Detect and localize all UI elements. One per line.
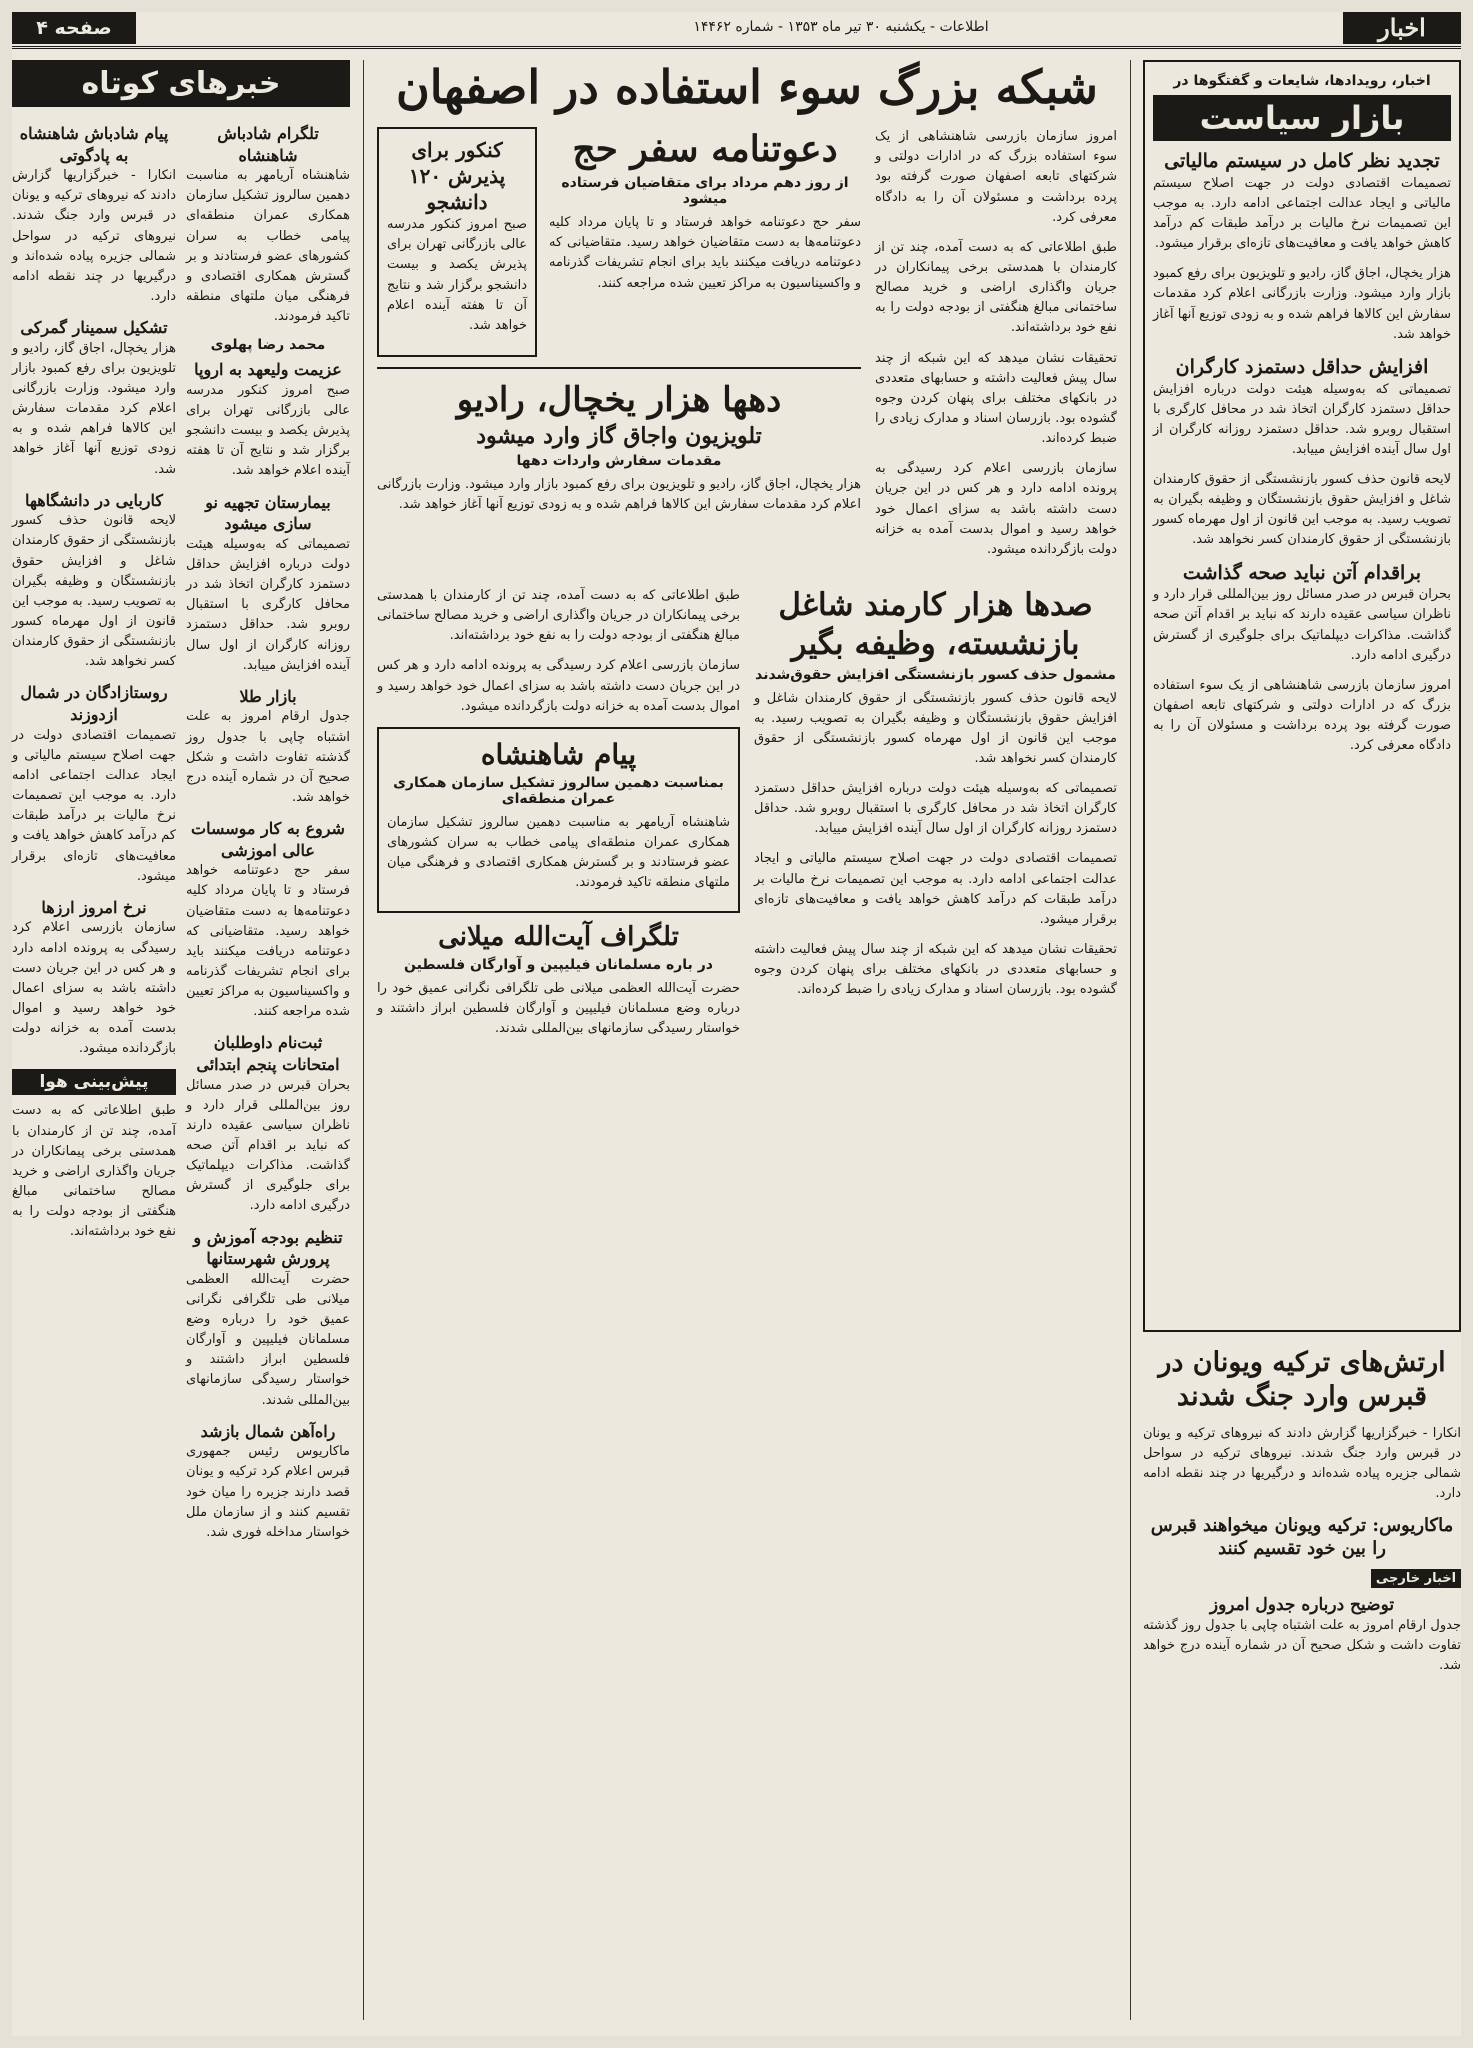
lower-stories	[377, 586, 1117, 1049]
shah-message-box	[377, 727, 740, 914]
weather-banner: پیش‌بینی هوا	[12, 1069, 176, 1095]
continued-body-1: طبق اطلاعاتی که به دست آمده، چند تن از کارمندان با همدستی برخی پیمانکاران در جریان واگذاری اراضی و خرید مصالح ساختمانی مبالغ هنگفتی از بودجه دولت را به نفع خود برداشته‌اند.	[377, 588, 740, 644]
market-title: بازار سیاست	[1153, 95, 1451, 141]
short-news-item: عزیمت ولیعهد به اروپا	[194, 360, 342, 380]
shah-message-body: شاهنشاه آریامهر به مناسبت دهمین سالروز تشکیل سازمان همکاری عمران منطقه‌ای پیامی خطاب به سران کشورهای عضو فرستادند و بر گسترش همکاری اقتصادی و فرهنگی میان ملتهای منطقه تاکید فرمودند.	[387, 814, 730, 891]
column-rule	[1130, 60, 1131, 2020]
main-body-4: سازمان بازرسی اعلام کرد رسیدگی به پرونده ادامه دارد و هر کس در این جریان دست داشته باشد به سزای اعمال خود خواهد رسید و اموال بدست آمده به خزانه دولت بازگردانده میشود.	[875, 461, 1117, 557]
masthead	[12, 12, 1461, 49]
tax-body: تصمیمات اقتصادی دولت در جهت اصلاح سیستم مالیاتی و ایجاد عدالت اجتماعی ادامه دارد. به موجب این تصمیمات نرخ مالیات بر درآمد طبقات کم درآمد کاهش خواهد یافت و معافیت‌های تازه‌ای برقرار میشود.	[1153, 175, 1451, 252]
tax-headline: تجدید نظر کامل در سیستم مالیاتی	[1164, 150, 1440, 172]
telegram-headline: تلگراف آیت‌الله میلانی	[438, 922, 679, 953]
shah-message-subheadline: بمناسبت دهمین سالروز تشکیل سازمان همکاری عمران منطقه‌ای	[393, 774, 724, 807]
wage-headline: افزایش حداقل دستمزد کارگران	[1175, 355, 1429, 378]
main-story-columns	[377, 127, 1117, 570]
short-news-item: نرخ امروز ارزها	[41, 897, 147, 917]
short-news-body: حضرت آیت‌الله العظمی میلانی طی تلگرافی نگرانی عمیق خود را درباره وضع مسلمانان فیلیپین و آوارگان فلسطین ابراز داشتند و خواستار رسیدگی سازمانهای بین‌المللی شدند.	[186, 1271, 350, 1408]
short-news-column	[12, 60, 350, 1553]
column-rule	[363, 60, 364, 2020]
retire-body-3: تصمیمات اقتصادی دولت در جهت اصلاح سیستم مالیاتی و ایجاد عدالت اجتماعی ادامه دارد. به موجب این تصمیمات نرخ مالیات بر درآمد طبقات کم درآمد کاهش خواهد یافت و معافیت‌های تازه‌ای برقرار میشود.	[754, 851, 1117, 927]
newspaper-page	[12, 12, 1461, 2036]
konkur-headline: کنکور برای پذیرش ۱۲۰ دانشجو	[408, 138, 506, 215]
short-news-body: تصمیماتی که به‌وسیله هیئت دولت درباره افزایش حداقل دستمزد کارگران اتخاذ شد در محافل کارگری با استقبال روبرو شد. حداقل دستمزد روزانه کارگران از اول سال آینده افزایش مییابد.	[186, 536, 350, 673]
main-body-3: تحقیقات نشان میدهد که این شبکه از چند سال پیش فعالیت داشته و حسابهای متعددی در بانکهای مختلف برای پنهان کردن وجوه گشوده بود. بازرسان اسناد و مدارک زیادی را ضبط کرده‌اند.	[875, 350, 1117, 447]
short-news-body: بحران قبرس در صدر مسائل روز بین‌المللی قرار دارد و ناظران سیاسی عقیده دارند که نباید بر اقدام آتن صحه گذاشت. مذاکرات دیپلماتیک برای جلوگیری از گسترش درگیری ادامه دارد.	[186, 1077, 350, 1214]
politics-market-box	[1143, 60, 1461, 1332]
telegram-body: حضرت آیت‌الله العظمی میلانی طی تلگرافی نگرانی عمیق خود را درباره وضع مسلمانان فیلیپین و آوارگان فلسطین ابراز داشتند و خواستار رسیدگی سازمانهای بین‌المللی شدند.	[377, 980, 740, 1037]
short-news-body: تصمیمات اقتصادی دولت در جهت اصلاح سیستم مالیاتی و ایجاد عدالت اجتماعی ادامه دارد. به موجب این تصمیمات نرخ مالیات بر درآمد طبقات کم درآمد کاهش خواهد یافت و معافیت‌های تازه‌ای برقرار میشود.	[12, 727, 176, 884]
main-headline: شبکه بزرگ سوء استفاده در اصفهان	[396, 60, 1098, 114]
turkey-greece-story	[1143, 1346, 1461, 1676]
short-news-body: انکارا - خبرگزاریها گزارش دادند که نیروهای ترکیه و یونان در قبرس وارد جنگ شدند. نیروهای ترکیه در سواحل شمالی جزیره پیاده شده‌اند و درگیریها در چند نقطه ادامه دارد.	[12, 168, 176, 305]
appliances-kicker: مقدمات سفارش واردات دهها	[516, 453, 722, 470]
issue-info: اطلاعات - یکشنبه ۳۰ تیر ماه ۱۳۵۳ - شماره ۱۴۴۶۲	[693, 19, 989, 35]
foreign-news-tag: اخبار خارجی	[1371, 1569, 1461, 1588]
short-news-body: سفر حج دعوتنامه خواهد فرستاد و تا پایان مرداد کلیه دعوتنامه‌ها به دست متقاضیان خواهد رسید. متقاضیانی که دعوتنامه دریافت میکنند باید برای انجام تشریفات گذرنامه و واکسیناسیون به مراکز تعیین شده مراجعه کنند.	[186, 863, 350, 1020]
short-news-signature: محمد رضا پهلوی	[210, 337, 326, 354]
turkey-headline: ارتش‌های ترکیه ویونان در قبرس وارد جنگ شدند	[1158, 1347, 1446, 1412]
tax-body-2: هزار یخچال، اجاق گاز، رادیو و تلویزیون برای رفع کمبود بازار وارد میشود. وزارت بازرگانی اعلام کرد مقدمات سفارش این کالاها فراهم شده و به زودی توزیع آنها آغاز خواهد شد.	[1153, 266, 1451, 342]
konkur-box	[377, 127, 537, 357]
short-news-item: راه‌آهن شمال بازشد	[200, 1421, 336, 1441]
schedule-body: جدول ارقام امروز به علت اشتباه چاپی با جدول روز گذشته تفاوت داشت و شکل صحیح آن در شماره آینده درج خواهد شد.	[1143, 1617, 1461, 1674]
hajj-kicker: از روز دهم مرداد برای متقاضیان فرستاده میشود	[561, 175, 849, 208]
telegram-subheadline: در باره مسلمانان فیلیپین و آوارگان فلسطین	[404, 956, 713, 973]
retire-body-2: تصمیماتی که به‌وسیله هیئت دولت درباره افزایش حداقل دستمزد کارگران اتخاذ شد در محافل کارگری با استقبال روبرو شد. حداقل دستمزد روزانه کارگران از اول سال آینده افزایش مییابد.	[754, 781, 1117, 837]
appliances-headline: دهها هزار یخچال، رادیو	[456, 380, 782, 421]
weather-body: طبق اطلاعاتی که به دست آمده، چند تن از کارمندان با همدستی برخی پیمانکاران در جریان واگذاری اراضی و خرید مصالح ساختمانی مبالغ هنگفتی از بودجه دولت را به نفع خود برداشته‌اند.	[12, 1103, 176, 1240]
short-news-item: پیام شادباش شاهنشاه به پادگوتی	[19, 124, 169, 165]
fire-body-2: امروز سازمان بازرسی شاهنشاهی از یک سوء استفاده بزرگ که در ادارات دولتی و شرکتهای تابعه اصفهان صورت گرفته بود پرده برداشت و مسئولان آن را به دادگاه معرفی کرد.	[1153, 677, 1451, 754]
turkey-body: انکارا - خبرگزاریها گزارش دادند که نیروهای ترکیه و یونان در قبرس وارد جنگ شدند. نیروهای ترکیه در سواحل شمالی جزیره پیاده شده‌اند و درگیریها در چند نقطه ادامه دارد.	[1143, 1425, 1461, 1501]
main-body-1: امروز سازمان بازرسی شاهنشاهی از یک سوء استفاده بزرگ که در ادارات دولتی و شرکتهای تابعه اصفهان صورت گرفته بود پرده برداشت و مسئولان آن را به دادگاه معرفی کرد.	[875, 129, 1117, 225]
short-news-body: ماکاریوس رئیس جمهوری قبرس اعلام کرد ترکیه و یونان قصد دارند جزیره را میان خود تقسیم کنند و از سازمان ملل خواستار مداخله فوری شد.	[186, 1444, 350, 1540]
makarios-headline: ماکاریوس: ترکیه ویونان میخواهند قبرس را بین خود تقسیم کنند	[1150, 1515, 1454, 1560]
short-news-body: صبح امروز کنکور مدرسه عالی بازرگانی تهران برای پذیرش یکصد و بیست دانشجو برگزار شد و نتایج آن تا هفته آینده اعلام خواهد شد.	[186, 382, 350, 479]
continued-body-2: سازمان بازرسی اعلام کرد رسیدگی به پرونده ادامه دارد و هر کس در این جریان دست داشته باشد به سزای اعمال خود خواهد رسید و اموال بدست آمده به خزانه دولت بازگردانده میشود.	[377, 658, 740, 714]
page-number: صفحه ۴	[12, 12, 136, 44]
fire-headline: براقدام آتن نباید صحه گذاشت	[1182, 561, 1422, 584]
konkur-body: صبح امروز کنکور مدرسه عالی بازرگانی تهران برای پذیرش یکصد و بیست دانشجو برگزار شد و نتایج آن تا هفته آینده اعلام خواهد شد.	[387, 217, 527, 333]
appliances-subheadline: تلویزیون واجاق گاز وارد میشود	[476, 422, 762, 449]
short-news-item: تلگرام شادباش شاهنشاه	[217, 124, 319, 165]
main-stories	[377, 60, 1117, 1049]
retire-headline: صدها هزار کارمند شاغل بازنشسته، وظیفه بگیر	[778, 587, 1093, 662]
wage-body-2: لایحه قانون حذف کسور بازنشستگی از حقوق کارمندان شاغل و افزایش حقوق بازنشستگان و وظیفه بگیران به تصویب رسید. به موجب این قانون از اول مهرماه کسور بازنشستگی از حقوق کارمندان کسر نخواهد شد.	[1153, 472, 1451, 548]
fire-body: بحران قبرس در صدر مسائل روز بین‌المللی قرار دارد و ناظران سیاسی عقیده دارند که نباید بر اقدام آتن صحه گذاشت. مذاکرات دیپلماتیک برای جلوگیری از گسترش درگیری ادامه دارد.	[1153, 587, 1451, 663]
politics-column	[1143, 60, 1461, 1686]
short-news-item: تشکیل سمینار گمرکی	[20, 318, 168, 338]
retire-body: لایحه قانون حذف کسور بازنشستگی از حقوق کارمندان شاغل و افزایش حقوق بازنشستگان و وظیفه بگیران به تصویب رسید. به موجب این قانون از اول مهرماه کسور بازنشستگی از حقوق کارمندان کسر نخواهد شد.	[754, 690, 1117, 766]
hajj-body: سفر حج دعوتنامه خواهد فرستاد و تا پایان مرداد کلیه دعوتنامه‌ها به دست متقاضیان خواهد رسید. متقاضیانی که دعوتنامه دریافت میکنند باید برای انجام تشریفات گذرنامه و واکسیناسیون به مراکز تعیین شده مراجعه کنند.	[549, 215, 861, 291]
section-logo: اخبار	[1343, 12, 1461, 44]
short-news-item: بازار طلا	[239, 686, 297, 706]
short-news-body: جدول ارقام امروز به علت اشتباه چاپی با جدول روز گذشته تفاوت داشت و شکل صحیح آن در شماره آینده درج خواهد شد.	[186, 709, 350, 805]
retire-body-4: تحقیقات نشان میدهد که این شبکه از چند سال پیش فعالیت داشته و حسابهای متعددی در بانکهای مختلف برای پنهان کردن وجوه گشوده بود. بازرسان اسناد و مدارک زیادی را ضبط کرده‌اند.	[754, 942, 1117, 998]
main-body-2: طبق اطلاعاتی که به دست آمده، چند تن از کارمندان با همدستی برخی پیمانکاران در جریان واگذاری اراضی و خرید مصالح ساختمانی مبالغ هنگفتی از بودجه دولت را به نفع خود برداشته‌اند.	[875, 239, 1117, 336]
short-news-item: کاربایی در دانشگاهها	[24, 490, 164, 510]
short-news-body: شاهنشاه آریامهر به مناسبت دهمین سالروز تشکیل سازمان همکاری عمران منطقه‌ای پیامی خطاب به سران کشورهای عضو فرستادند و بر گسترش همکاری اقتصادی و فرهنگی میان ملتهای منطقه تاکید فرمودند.	[186, 168, 350, 325]
short-news-body: سازمان بازرسی اعلام کرد رسیدگی به پرونده ادامه دارد و هر کس در این جریان دست داشته باشد به سزای اعمال خود خواهد رسید و اموال بدست آمده به خزانه دولت بازگردانده میشود.	[12, 920, 176, 1057]
short-news-item: شروع به کار موسسات عالی اموزشی	[191, 819, 345, 860]
short-news-item: بیمارستان تجهیه نو سازی میشود	[205, 492, 331, 534]
short-news-banner: خبرهای کوتاه	[12, 60, 350, 107]
wage-body: تصمیماتی که به‌وسیله هیئت دولت درباره افزایش حداقل دستمزد کارگران اتخاذ شد در محافل کارگری با استقبال روبرو شد. حداقل دستمزد روزانه کارگران از اول سال آینده افزایش مییابد.	[1153, 381, 1451, 457]
short-news-body: هزار یخچال، اجاق گاز، رادیو و تلویزیون برای رفع کمبود بازار وارد میشود. وزارت بازرگانی اعلام کرد مقدمات سفارش این کالاها فراهم شده و به زودی توزیع آنها آغاز خواهد شد.	[12, 340, 176, 477]
appliances-body: هزار یخچال، اجاق گاز، رادیو و تلویزیون برای رفع کمبود بازار وارد میشود. وزارت بازرگانی اعلام کرد مقدمات سفارش این کالاها فراهم شده و به زودی توزیع آنها آغاز خواهد شد.	[377, 477, 861, 513]
short-news-item: روستازادگان در شمال ازدوزند	[20, 683, 168, 725]
hajj-headline: دعوتنامه سفر حج	[572, 128, 838, 171]
market-tag: اخبار، رویدادها، شایعات و گفتگوها در	[1173, 73, 1431, 89]
short-news-item: تنظیم بودجه آموزش و پرورش شهرستانها	[193, 1227, 343, 1269]
shah-message-headline: پیام شاهنشاه	[480, 737, 637, 771]
short-news-item: ثبت‌نام داوطلبان امتحانات پنجم ابتدائی	[196, 1033, 340, 1074]
retire-kicker: مشمول حذف کسور بازنشستگی افزایش حقوق‌شدند	[755, 666, 1116, 683]
appliances-story	[377, 367, 861, 515]
schedule-headline: توضیح درباره جدول امروز	[1209, 1594, 1395, 1615]
short-news-body: لایحه قانون حذف کسور بازنشستگی از حقوق کارمندان شاغل و افزایش حقوق بازنشستگان و وظیفه بگیران به تصویب رسید. به موجب این قانون از اول مهرماه کسور بازنشستگی از حقوق کارمندان کسر نخواهد شد.	[12, 513, 176, 670]
